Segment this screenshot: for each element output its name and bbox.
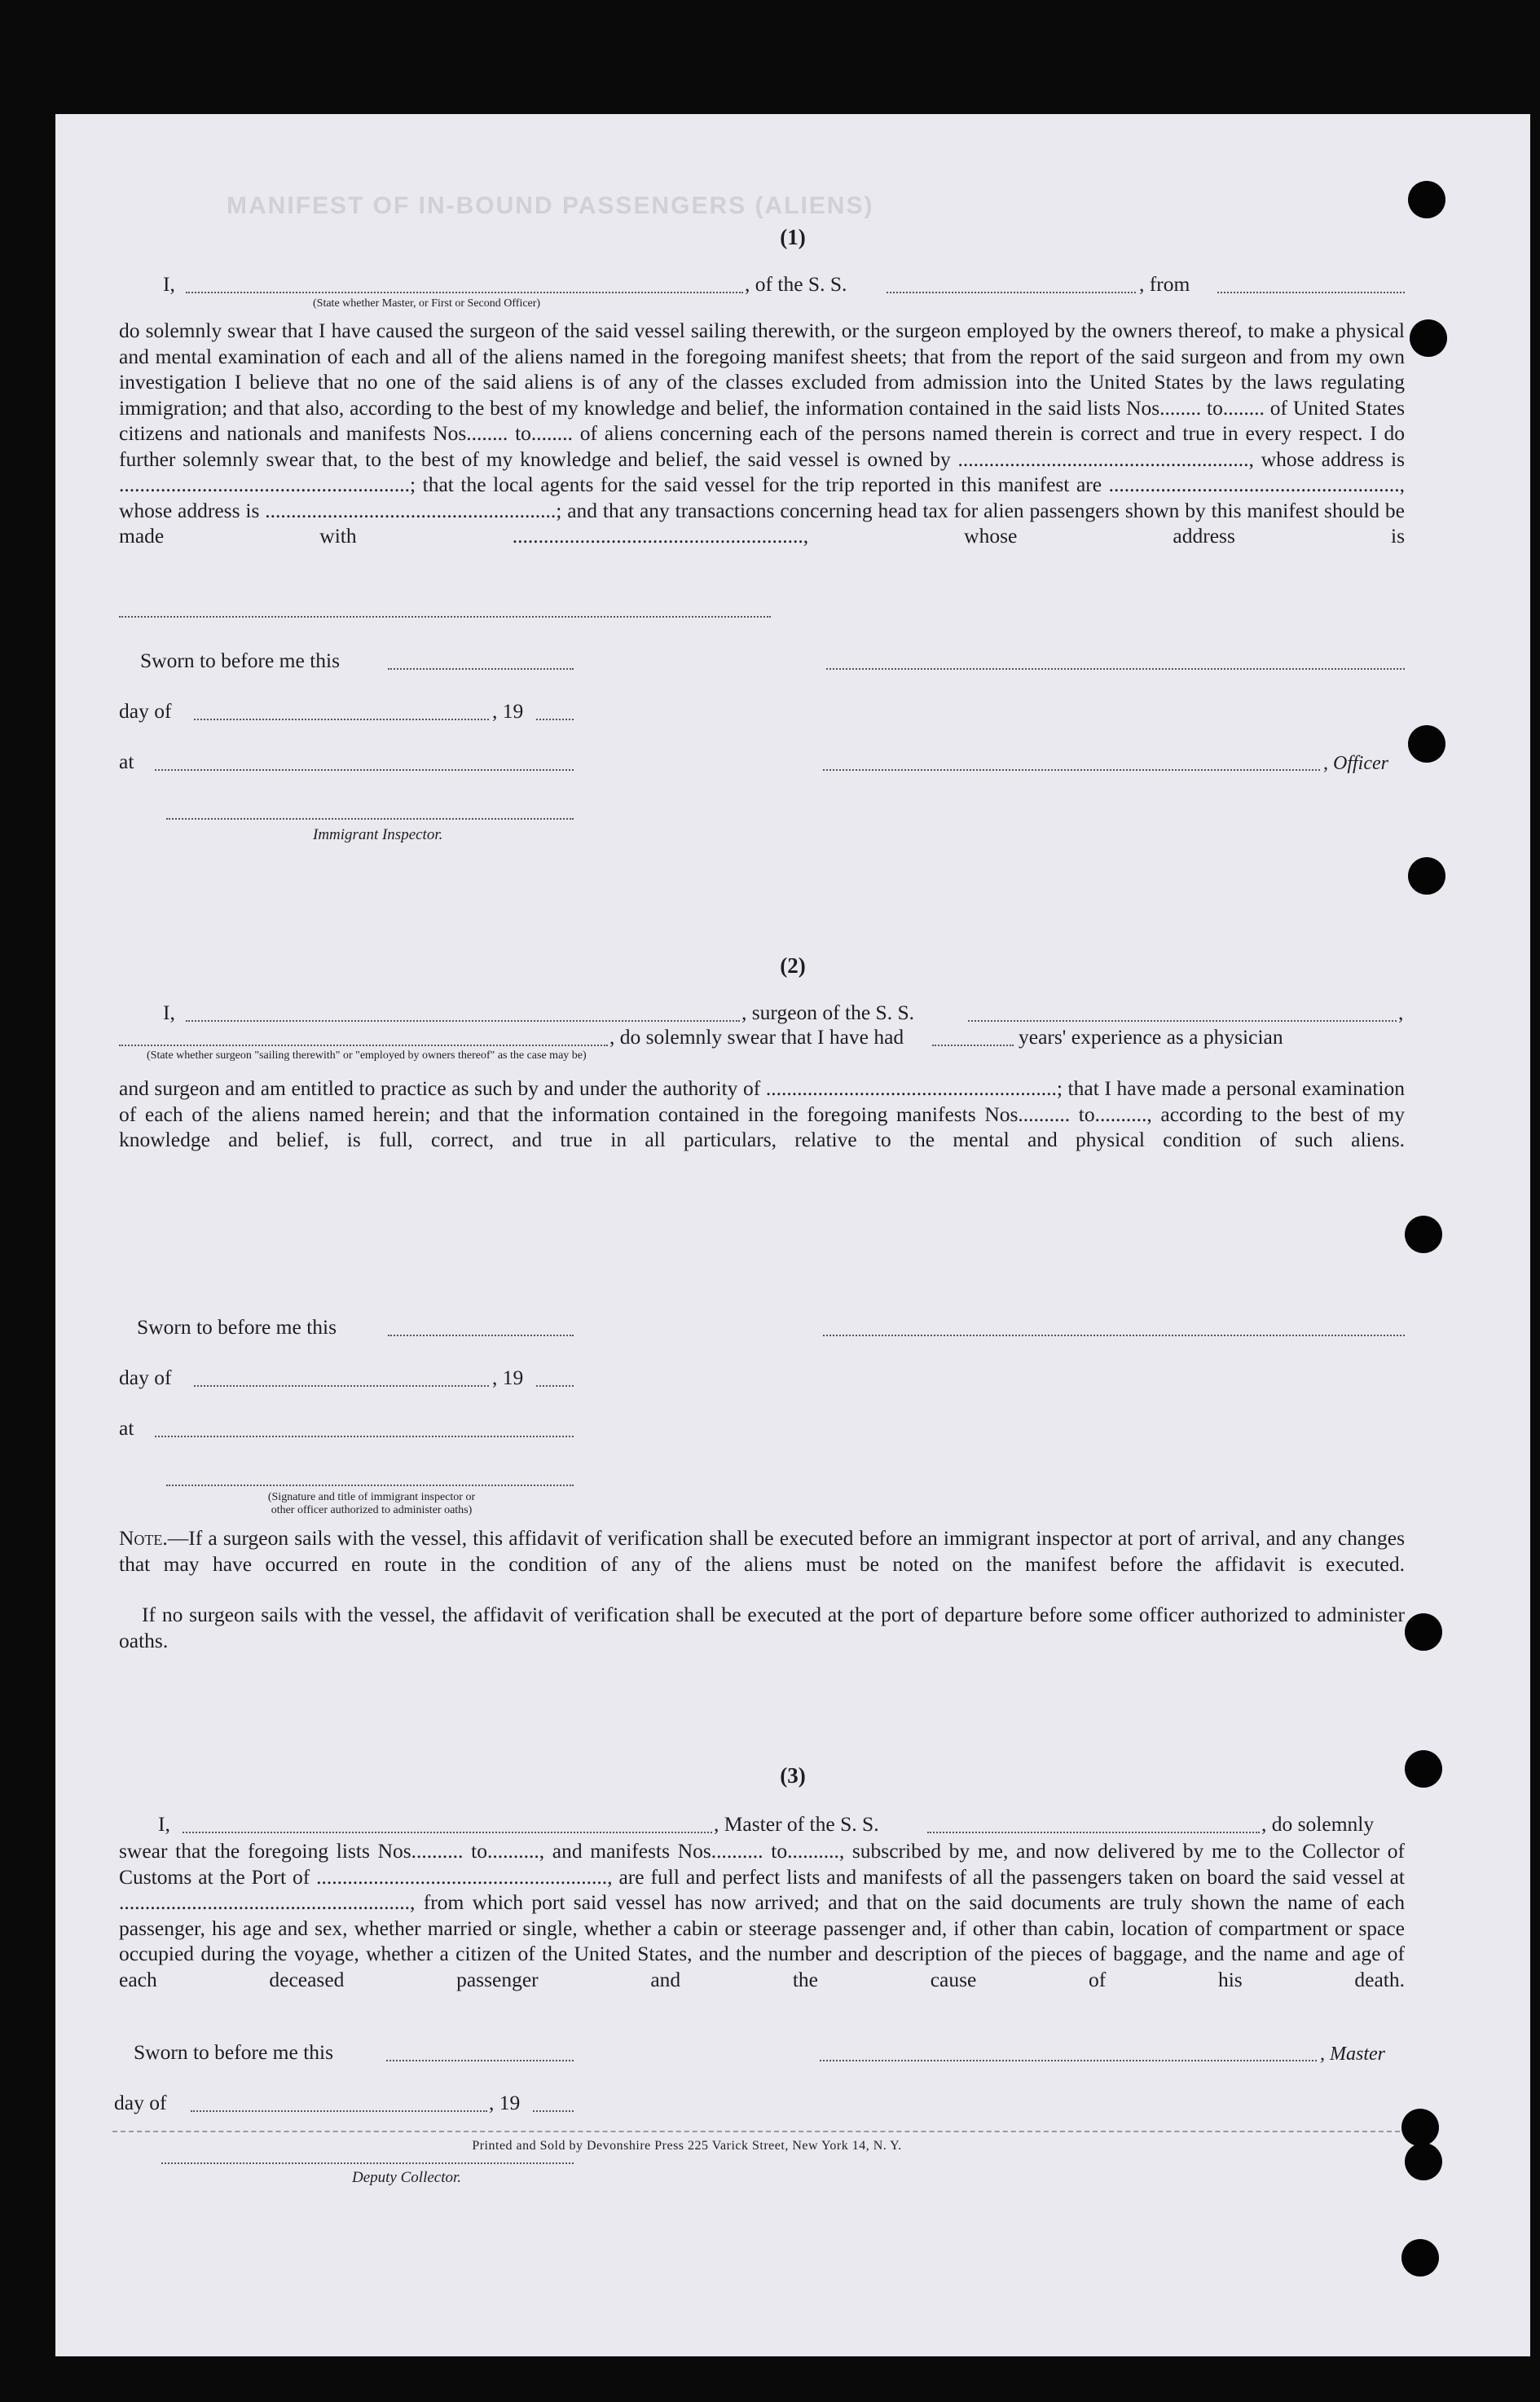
faint-header: MANIFEST OF IN-BOUND PASSENGERS (ALIENS): [227, 192, 874, 219]
s1-at-field[interactable]: [155, 769, 574, 771]
s1-from-label: , from: [1139, 272, 1190, 296]
s2-surgeon-label: , surgeon of the S. S.: [741, 1001, 915, 1024]
s2-signature-caption-2: other officer authorized to administer oaths): [271, 1504, 473, 1516]
punch-hole: [1408, 857, 1445, 895]
s2-note-label: Note.: [119, 1526, 168, 1550]
s3-day-label: day of: [114, 2091, 167, 2114]
section-1-number: (1): [780, 225, 806, 249]
s2-year-field[interactable]: [536, 1385, 574, 1387]
s3-master-name-field[interactable]: [183, 1832, 712, 1833]
s2-sworn-label: Sworn to before me this: [137, 1315, 337, 1339]
punch-hole: [1405, 1216, 1442, 1253]
s3-paragraph: swear that the foregoing lists Nos.......... to.........., and manifests Nos.......... to.........., subscribed by me, and now delivered by me to the Collector of Customs at the Port of ........................................................, are full and perfect lists and manifests of all the passengers taken on board the said vessel at ........................................................, from which port said vessel has now arrived; and that on the said documents are truly shown the name of each passenger, his age and sex, whether married or single, whether a cabin or steerage passenger and, if other than cabin, location of compartment or space occupied during the voyage, whether a citizen of the United States, and the number and description of the pieces of baggage, and the name and age of each deceased passenger and the cause of his death.: [119, 1839, 1405, 1991]
s2-surgeon-name-field[interactable]: [186, 1020, 740, 1022]
s2-sworn-field[interactable]: [388, 1335, 574, 1336]
s3-collector-caption: Deputy Collector.: [352, 2169, 462, 2186]
s1-paragraph: do solemnly swear that I have caused the surgeon of the said vessel sailing therewith, or the surgeon employed by the owners thereof, to make a physical and mental examination of each and all of the aliens named in the foregoing manifest sheets; that from the report of the said surgeon and from my own investigation I believe that no one of the said aliens is of any of the classes excluded from admission into the United States by the laws regulating immigration; and that also, according to the best of my knowledge and belief, the information contained in the said lists Nos........ to........ of United States citizens and nationals and manifests Nos........ to........ of aliens concerning each of the persons named therein is correct and true in every respect. I do further solemnly swear that, to the best of my knowledge and belief, the said vessel is owned by ........................................................, whose address is ........................................................; that the local agents for the said vessel for the trip reported in this manifest are ........................................................, whose address is ........................................................; and that any transactions concerning head tax for alien passengers shown by this manifest should be made with ........................................................, whose address is: [119, 319, 1405, 548]
s2-note: [119, 1525, 1405, 1577]
s1-inspector-signature-field[interactable]: [166, 818, 574, 820]
s2-note-2: If no surgeon sails with the vessel, the affidavit of verification shall be executed at the port of departure before some officer authorized to administer oaths.: [119, 1603, 1405, 1652]
s2-inspector-signature-field[interactable]: [166, 1485, 574, 1486]
s2-swear-label: , do solemnly swear that I have had: [609, 1025, 904, 1049]
section-2-number: (2): [780, 953, 806, 978]
footer-rule: [112, 2131, 1400, 2132]
punch-hole: [1405, 1613, 1442, 1651]
punch-hole: [1408, 181, 1445, 218]
s2-note-text: —If a surgeon sails with the vessel, this affidavit of verification shall be executed before an immigrant inspector at port of arrival, and any changes that may have occurred en route in the condition of any of the aliens must be noted on the manifest before the affidavit is executed.: [119, 1526, 1405, 1576]
s1-vessel-label: , of the S. S.: [745, 272, 847, 296]
punch-hole: [1410, 319, 1447, 357]
s3-swear-label: , do solemnly: [1261, 1812, 1375, 1836]
s1-day-label: day of: [119, 699, 172, 723]
s3-collector-signature-field[interactable]: [161, 2162, 574, 2164]
s1-year-label: , 19: [492, 699, 524, 723]
s2-capacity-field[interactable]: [119, 1045, 608, 1046]
s2-vessel-field[interactable]: [968, 1020, 1397, 1022]
s3-vessel-field[interactable]: [927, 1832, 1260, 1833]
s1-officer-field[interactable]: [186, 292, 743, 293]
s1-officer-caption: (State whether Master, or First or Second Officer): [313, 297, 541, 310]
s2-day-label: day of: [119, 1366, 172, 1389]
section-3-number: (3): [780, 1763, 806, 1788]
s2-year-label: , 19: [492, 1366, 524, 1389]
s1-inspector-caption: Immigrant Inspector.: [313, 826, 443, 843]
s2-years-label: years' experience as a physician: [1019, 1025, 1283, 1049]
s3-year-label: , 19: [489, 2091, 521, 2114]
s1-at-label: at: [119, 750, 134, 773]
s1-officer-signature-field[interactable]: [826, 668, 1405, 670]
s1-sworn-label: Sworn to before me this: [140, 649, 341, 672]
s1-officer-label: , Officer: [1323, 753, 1388, 774]
printer-imprint: Printed and Sold by Devonshire Press 225 Varick Street, New York 14, N. Y.: [472, 2139, 902, 2153]
s1-sworn-field[interactable]: [388, 668, 574, 670]
s1-day-field[interactable]: [194, 719, 489, 720]
s3-year-field[interactable]: [533, 2110, 574, 2112]
s1-line1-start: I,: [163, 272, 175, 296]
s2-surgeon-signature-field[interactable]: [823, 1335, 1405, 1336]
s1-from-field[interactable]: [1217, 292, 1405, 293]
punch-hole: [1408, 725, 1445, 763]
s3-master-label: , Master of the S. S.: [714, 1812, 879, 1836]
punch-hole: [1401, 2239, 1439, 2277]
s3-master-signature-field[interactable]: [820, 2060, 1317, 2061]
s2-day-field[interactable]: [194, 1385, 489, 1387]
s2-paragraph: and surgeon and am entitled to practice as such by and under the authority of ........................................................; that I have made a personal examination of each of the aliens named herein; and that the information contained in the foregoing manifests Nos.......... to.........., according to the best of my knowledge and belief, is full, correct, and true in all particulars, relative to the mental and physical condition of such aliens.: [119, 1076, 1405, 1151]
s3-sworn-field[interactable]: [386, 2060, 574, 2061]
s2-capacity-caption: (State whether surgeon "sailing therewith" or "employed by owners thereof" as the case may be): [147, 1049, 587, 1062]
s3-sworn-label: Sworn to before me this: [134, 2040, 334, 2064]
s3-line1-start: I,: [158, 1812, 170, 1836]
s2-line1-start: I,: [163, 1001, 175, 1024]
s3-day-field[interactable]: [191, 2110, 487, 2112]
s1-officer-name-field[interactable]: [823, 769, 1320, 771]
s2-signature-caption-1: (Signature and title of immigrant inspector or: [267, 1491, 476, 1503]
s1-address-field[interactable]: [119, 616, 771, 618]
s1-vessel-field[interactable]: [887, 292, 1136, 293]
s2-years-field[interactable]: [932, 1045, 1014, 1046]
s2-at-label: at: [119, 1416, 134, 1440]
s2-at-field[interactable]: [155, 1436, 574, 1437]
form-sheet: [55, 114, 1530, 2356]
s3-master-sign-label: , Master: [1320, 2043, 1385, 2065]
s1-year-field[interactable]: [536, 719, 574, 720]
s2-comma: ,: [1398, 1001, 1404, 1024]
